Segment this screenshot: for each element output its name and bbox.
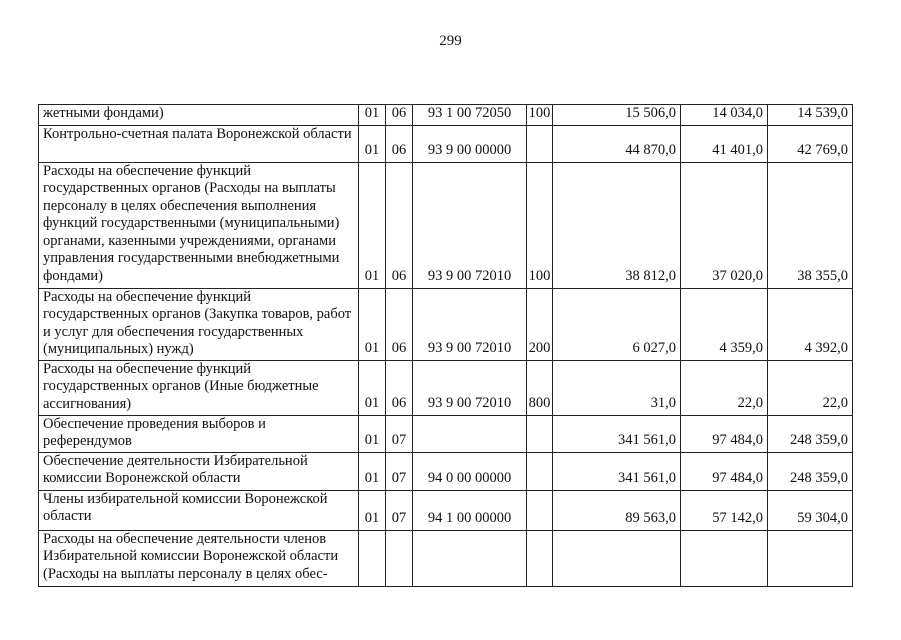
table-row [39, 125, 853, 162]
row-section: 01 [359, 162, 386, 288]
row-amount-3: 38 355,0 [768, 162, 853, 288]
row-amount-1: 15 506,0 [553, 105, 681, 126]
row-subsection: 07 [386, 452, 413, 490]
row-name: жетными фондами) [39, 105, 359, 126]
table-row [39, 360, 853, 415]
row-amount-3: 248 359,0 [768, 415, 853, 452]
row-amount-1: 341 561,0 [553, 415, 681, 452]
row-subsection: 06 [386, 162, 413, 288]
table-row [39, 452, 853, 490]
row-section: 01 [359, 452, 386, 490]
row-section: 01 [359, 125, 386, 162]
row-amount-3: 4 392,0 [768, 288, 853, 360]
row-expense-type [527, 530, 553, 586]
row-amount-2 [681, 530, 768, 586]
row-subsection: 07 [386, 490, 413, 530]
row-target-code: 93 9 00 72010 [413, 288, 527, 360]
row-name: Расходы на обеспечение функций государственных органов (Иные бюджетные ассигнования) [39, 360, 359, 415]
row-amount-1: 44 870,0 [553, 125, 681, 162]
row-subsection [386, 530, 413, 586]
row-name: Члены избирательной комиссии Воронежской области [39, 490, 359, 530]
table-row [39, 490, 853, 530]
row-amount-1 [553, 530, 681, 586]
row-amount-1: 341 561,0 [553, 452, 681, 490]
table-row [39, 415, 853, 452]
table-row [39, 162, 853, 288]
row-target-code: 93 1 00 72050 [413, 105, 527, 126]
row-subsection: 06 [386, 125, 413, 162]
row-subsection: 06 [386, 288, 413, 360]
row-section [359, 530, 386, 586]
row-amount-1: 6 027,0 [553, 288, 681, 360]
row-name: Обеспечение проведения выборов и референдумов [39, 415, 359, 452]
row-amount-1: 38 812,0 [553, 162, 681, 288]
row-target-code: 93 9 00 72010 [413, 360, 527, 415]
row-subsection: 07 [386, 415, 413, 452]
row-expense-type [527, 415, 553, 452]
row-section: 01 [359, 490, 386, 530]
row-section: 01 [359, 105, 386, 126]
row-amount-3 [768, 530, 853, 586]
row-amount-2: 4 359,0 [681, 288, 768, 360]
row-expense-type [527, 452, 553, 490]
row-amount-2: 14 034,0 [681, 105, 768, 126]
row-section: 01 [359, 360, 386, 415]
row-name: Контрольно-счетная палата Воронежской области [39, 125, 359, 162]
row-subsection: 06 [386, 105, 413, 126]
row-amount-2: 97 484,0 [681, 415, 768, 452]
row-target-code: 93 9 00 72010 [413, 162, 527, 288]
row-amount-2: 97 484,0 [681, 452, 768, 490]
row-name: Расходы на обеспечение деятельности членов Избирательной комиссии Воронежской области (Расходы на выплаты персоналу в целях обес- [39, 530, 359, 586]
row-target-code [413, 415, 527, 452]
row-amount-3: 59 304,0 [768, 490, 853, 530]
table-row [39, 530, 853, 586]
row-expense-type: 200 [527, 288, 553, 360]
row-amount-2: 22,0 [681, 360, 768, 415]
row-name: Расходы на обеспечение функций государственных органов (Расходы на выплаты персоналу в целях обеспечения выполнения функций государственными (муниципальными) органами, казенными учреждениями, органами управления государственными внебюджетными фондами) [39, 162, 359, 288]
row-amount-3: 22,0 [768, 360, 853, 415]
row-name: Расходы на обеспечение функций государственных органов (Закупка товаров, работ и услуг для обеспечения государственных (муниципальных) нужд) [39, 288, 359, 360]
row-section: 01 [359, 288, 386, 360]
row-amount-1: 89 563,0 [553, 490, 681, 530]
row-amount-3: 14 539,0 [768, 105, 853, 126]
table-row [39, 105, 853, 126]
row-section: 01 [359, 415, 386, 452]
page-number: 299 [439, 33, 462, 49]
row-amount-2: 41 401,0 [681, 125, 768, 162]
row-name: Обеспечение деятельности Избирательной комиссии Воронежской области [39, 452, 359, 490]
row-amount-2: 37 020,0 [681, 162, 768, 288]
row-expense-type [527, 125, 553, 162]
row-expense-type [527, 490, 553, 530]
row-target-code: 94 1 00 00000 [413, 490, 527, 530]
row-target-code: 94 0 00 00000 [413, 452, 527, 490]
row-expense-type: 100 [527, 162, 553, 288]
row-target-code [413, 530, 527, 586]
row-amount-1: 31,0 [553, 360, 681, 415]
row-expense-type: 800 [527, 360, 553, 415]
budget-table [38, 104, 853, 587]
row-target-code: 93 9 00 00000 [413, 125, 527, 162]
row-amount-3: 42 769,0 [768, 125, 853, 162]
table-row [39, 288, 853, 360]
row-subsection: 06 [386, 360, 413, 415]
row-amount-3: 248 359,0 [768, 452, 853, 490]
row-amount-2: 57 142,0 [681, 490, 768, 530]
row-expense-type: 100 [527, 105, 553, 126]
